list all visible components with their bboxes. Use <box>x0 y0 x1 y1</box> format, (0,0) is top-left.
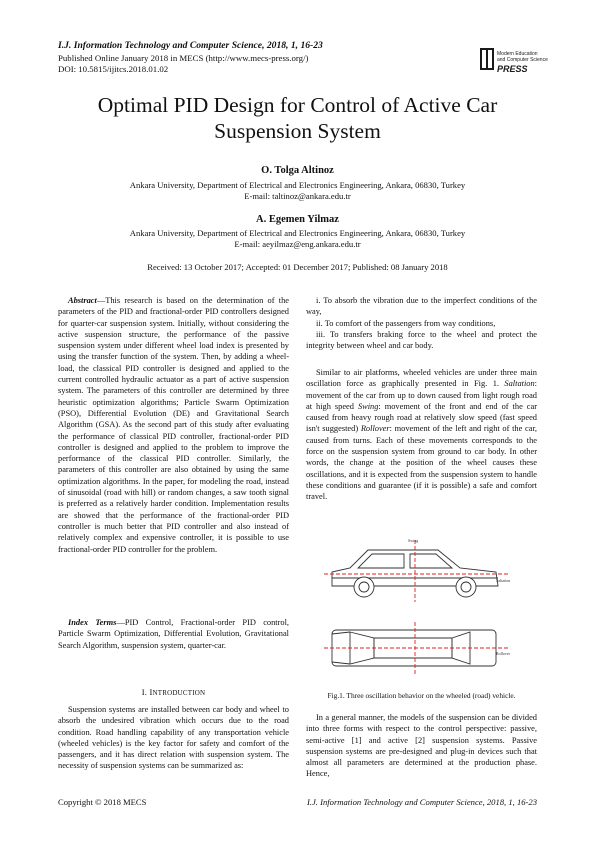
logo-text-1: Modern Education <box>497 51 538 57</box>
label-rollover: Rollover <box>496 651 510 656</box>
author-2-email: E-mail: aeyilmaz@eng.ankara.edu.tr <box>234 239 361 249</box>
author-1-email: E-mail: taltinoz@ankara.edu.tr <box>244 191 351 201</box>
term-rollover: Rollover <box>360 424 390 434</box>
author-2-affiliation <box>40 228 555 250</box>
section-number: I. I <box>141 687 153 697</box>
list-item: i. To absorb the vibration due to the imperfect conditions of the way, <box>306 296 537 317</box>
suspension-forms-paragraph <box>306 712 537 780</box>
para-text: : movement of the car from up to down caused from light rough road at high speed <box>306 379 537 411</box>
section-heading-introduction <box>58 687 289 697</box>
para-text: : movement of the left and right of the car, caused from turns. Each of these movements corresponds to the force on the suspension system from ground to car body. In other words, the change at the position of the wheel causes these oscillations, and it is expected from the suspension system to handle these conditions and guarantee (if it is possible) a safe and comfort travel. <box>306 424 537 502</box>
author-1-name: O. Tolga Altinoz <box>261 165 334 176</box>
necessity-list <box>306 295 537 351</box>
intro-paragraph <box>58 704 289 772</box>
footer-copyright: Copyright © 2018 MECS <box>58 797 147 807</box>
oscillation-figure <box>320 534 520 684</box>
received-dates: Received: 13 October 2017; Accepted: 01 December 2017; Published: 08 January 2018 <box>147 262 448 272</box>
section-title: NTRODUCTION <box>152 689 206 697</box>
index-terms-text: —PID Control, Fractional-order PID control, Particle Swarm Optimization, Differential Evolution, Gravitational Search Algorithm, suspension system, quarter-car. <box>58 618 290 650</box>
title-line-2: Suspension System <box>214 119 381 143</box>
footer-journal: I.J. Information Technology and Computer Science, 2018, 1, 16-23 <box>306 797 537 807</box>
title-line-1: Optimal PID Design for Control of Active Car <box>97 93 498 117</box>
index-terms-label: Index Terms <box>68 618 117 627</box>
term-saltation: Saltation <box>504 379 535 389</box>
label-swing: Swing <box>408 538 419 543</box>
label-saltation: Saltation <box>496 578 511 583</box>
published-line: Published Online January 2018 in MECS (http://www.mecs-press.org/) <box>58 53 309 63</box>
mecs-press-logo <box>478 44 548 80</box>
author-1-affiliation <box>40 180 555 202</box>
doi-line: DOI: 10.5815/ijitcs.2018.01.02 <box>58 64 169 74</box>
abstract-text: —This research is based on the determination of the parameters of the PID and fractional-order PID controllers designed for quarter-car suspension system. Initially, without considering the active suspension structure, the performance of the passive suspension system under different wheel load index is presented by using the transfer function of the system. Then, by adding a wheel-load, the classical PID controller is designed and applied to the current controlled hydraulic actuator as a part of active suspension system. The parameters of this controller are determined by three heuristic optimization algorithms; Particle Swarm Optimization (PSO), Differential Evolution (DE) and Gravitational Search Algorithm (GSA). As the second part of this study after evaluating the performance of classical PID controller, fractional-order PID controller is designed and applied to the problem to improve the performance of the classical PID controller. Similarly, the parameters of this controller are also obtained by using the same optimization algorithms. In the paper, for modeling the road, instead of sinusoidal (road with hill) or random changes, a saw tooth signal is preferred as a relatively harder condition. Implementation results are showed that the performance of the fractional-order PID controller is much better that PID controller and also instead of relatively complex and expensive controller, it is possible to use fractional-order PID controller for the problem. <box>58 296 289 554</box>
list-item: iii. To transfers braking force to the wheel and protect the integrity between wheel and car body. <box>306 329 537 351</box>
oscillation-paragraph <box>306 367 537 503</box>
abstract <box>58 295 289 555</box>
author-2-dept: Ankara University, Department of Electrical and Electronics Engineering, Ankara, 06830, Turkey <box>129 228 466 238</box>
paper-title <box>40 92 555 144</box>
logo-text-3: PRESS <box>497 64 528 74</box>
list-item: ii. To comfort of the passengers from way conditions, <box>316 318 496 328</box>
term-swing: Swing <box>357 401 379 411</box>
journal-header: I.J. Information Technology and Computer Science, 2018, 1, 16-23 <box>58 40 323 51</box>
index-terms <box>58 617 289 651</box>
logo-text-2: and Computer Science <box>497 57 548 63</box>
swing-axis <box>324 540 510 602</box>
author-2-name: A. Egemen Yilmaz <box>256 214 339 225</box>
author-1-dept: Ankara University, Department of Electrical and Electronics Engineering, Ankara, 06830, Turkey <box>129 180 466 190</box>
para-text: In a general manner, the models of the suspension can be divided into three forms with respect to the control perspective: passive, semi-active [1] and active [2] suspension systems. Passive suspension systems are pre-designed and plug-in devices such that almost all parameters are determined at the production phase. Hence, <box>306 713 537 779</box>
para-text: : movement of the front and end of the car caused from heavy rough road at relatively slow speed (fast speed isn't suggested) <box>306 401 537 434</box>
abstract-label: Abstract <box>68 296 97 305</box>
para-text: Similar to air platforms, wheeled vehicles are under three main oscillation force as graphically presented in Fig. 1. <box>306 368 537 389</box>
intro-text: Suspension systems are installed between car body and wheel to absorb the undesired vibration which occurs due to the road condition. Road handling capability of any transportation vehicle (wheeled vehicles) is the key factor for safety and comfort of the passengers, and it has direct relation with suspension system. The necessity of suspension systems can be summarized as: <box>58 705 289 771</box>
figure-caption: Fig.1. Three oscillation behavior on the wheeled (road) vehicle. <box>327 691 516 700</box>
